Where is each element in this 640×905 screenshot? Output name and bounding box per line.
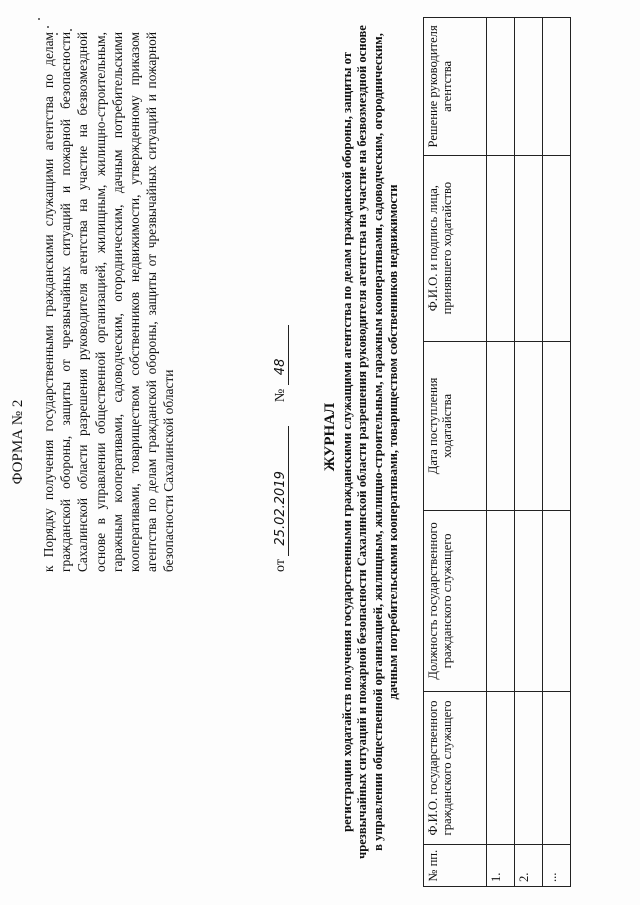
column-header-employee-name: Ф.И.О. государственного гражданского служащего	[424, 691, 487, 845]
order-date: 25.02.2019	[273, 426, 289, 556]
table-cell	[515, 18, 543, 156]
table-row	[487, 18, 515, 887]
table-cell	[515, 691, 543, 845]
form-title: ФОРМА № 2	[10, 399, 26, 485]
table-cell	[543, 155, 571, 341]
table-cell	[487, 18, 515, 156]
column-header-date-received: Дата поступления ходатайства	[424, 341, 487, 511]
journal-table	[423, 17, 571, 887]
table-cell	[487, 511, 515, 691]
column-header-number: № пп.	[424, 845, 487, 887]
table-row	[543, 18, 571, 887]
order-date-line	[273, 32, 289, 572]
table-cell: 2.	[515, 845, 543, 887]
column-header-receiver: Ф.И.О. и подпись лица, принявшего ходатайство	[424, 155, 487, 341]
column-header-decision: Решение руководителя агентства	[424, 18, 487, 156]
table-cell: 1.	[487, 845, 515, 887]
table-cell	[515, 341, 543, 511]
table-header-row	[424, 18, 487, 887]
table-cell	[543, 341, 571, 511]
journal-description: регистрации ходатайств получения государственными гражданскими служащими агентства по делам гражданской обороны, защиты от чрезвычайных ситуаций и пожарной безопасности Сахалинской области разрешения руководителя агентства на участие на безвозмездной основе в управлении общественной организацией, жилищным, жилищно-строительным, гаражным кооперативами, садоводческим, огородническим, дачным потребительскими кооперативами, товариществом собственников недвижимости	[340, 25, 401, 859]
date-from-label: от	[273, 559, 288, 572]
table-cell	[543, 511, 571, 691]
column-header-position: Должность государственного гражданского служащего	[424, 511, 487, 691]
order-number: 48	[273, 325, 289, 385]
table-cell	[543, 18, 571, 156]
table-cell	[487, 155, 515, 341]
table-row	[515, 18, 543, 887]
rotated-content	[10, 7, 620, 902]
table-cell	[487, 341, 515, 511]
appendix-text: к Порядку получения государственными гражданскими служащими агентства по делам гражданской обороны, защиты от чрезвычайных ситуаций и пожарной безопасности Сахалинской области разрешения руководителя агентства на участие на безвозмездной основе в управлении общественной организацией, жилищным, жилищно-строительным, гаражным кооперативами, садоводческим, огородническим, дачным потребительскими кооперативами, товариществом собственников недвижимости, утвержденному приказом агентства по делам гражданской обороны, защиты от чрезвычайных ситуаций и пожарной безопасности Сахалинской области	[41, 32, 177, 572]
table-cell: ...	[543, 845, 571, 887]
order-number-label: №	[273, 388, 288, 403]
table-cell	[515, 155, 543, 341]
table-cell	[487, 691, 515, 845]
table-cell	[543, 691, 571, 845]
table-cell	[515, 511, 543, 691]
journal-title: ЖУРНАЛ	[322, 402, 338, 472]
